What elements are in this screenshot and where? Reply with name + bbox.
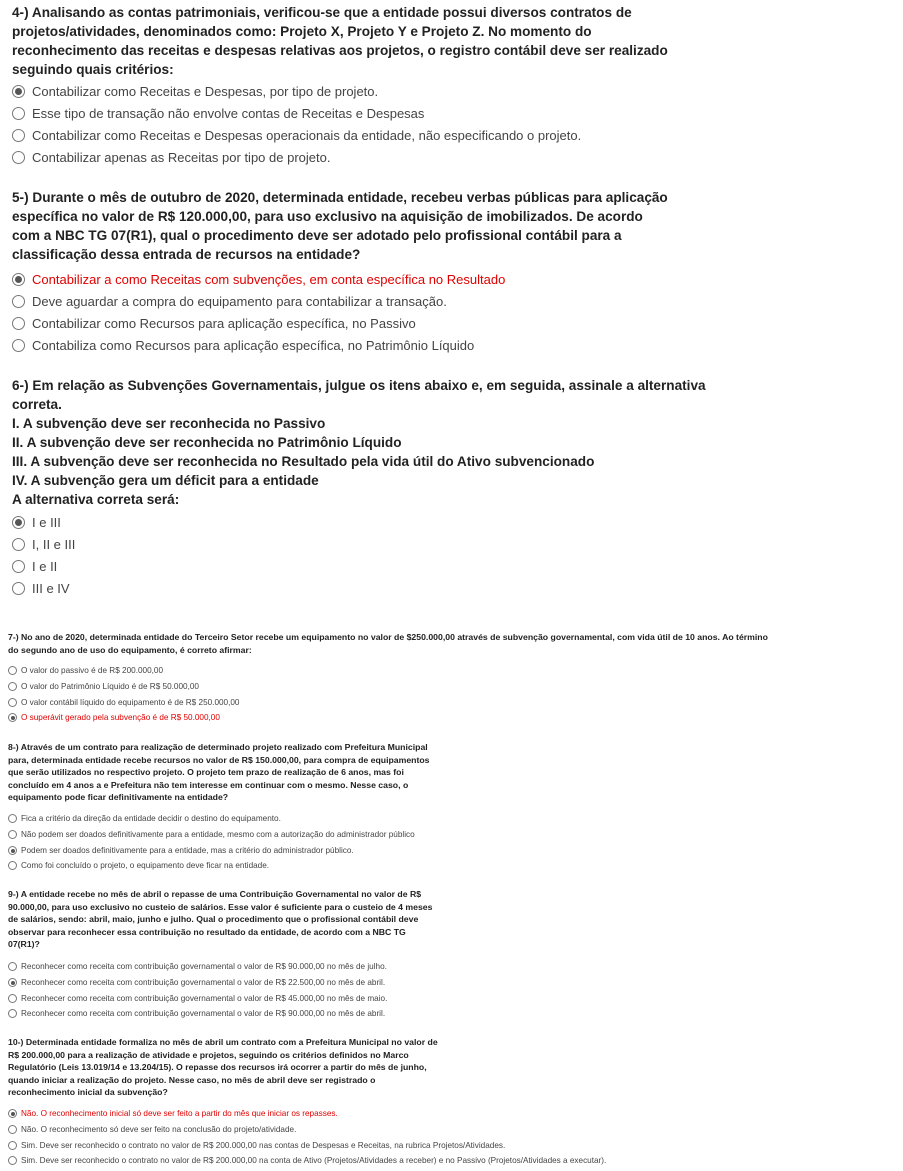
q8-option-a[interactable]: Fica a critério da direção da entidade decidir o destino do equipamento.	[8, 814, 281, 823]
q9-option-a[interactable]: Reconhecer como receita com contribuição governamental o valor de R$ 90.000,00 no mês de julho.	[8, 962, 387, 971]
radio-icon[interactable]	[12, 129, 25, 142]
radio-icon[interactable]	[8, 994, 17, 1003]
question-4-stem: 4-) Analisando as contas patrimoniais, verificou-se que a entidade possui diversos contratos de projetos/atividades, denominados como: Projeto X, Projeto Y e Projeto Z. No momento do reconhecimento das receitas e despesas relativas aos projetos, o registro contábil deve ser realizado seguindo quais critérios:	[12, 5, 668, 77]
q7-option-a[interactable]: O valor do passivo é de R$ 200.000,00	[8, 666, 163, 675]
radio-icon[interactable]	[8, 666, 17, 675]
q5-option-d[interactable]: Contabiliza como Recursos para aplicação específica, no Patrimônio Líquido	[12, 338, 474, 353]
q10-option-b[interactable]: Não. O reconhecimento só deve ser feito na conclusão do projeto/atividade.	[8, 1125, 296, 1134]
q7-option-d[interactable]: O superávit gerado pela subvenção é de R$ 50.000,00	[8, 713, 220, 722]
question-8	[8, 741, 898, 804]
question-10-stem: 10-) Determinada entidade formaliza no mês de abril um contrato com a Prefeitura Municipal no valor de R$ 200.000,00 para a realização de atividade e projetos, seguindo os critérios definidos no Marco Regulatório (Leis 13.019/14 e 13.204/15). O repasse dos recursos irá ocorrer a partir do mês de junho, quando iniciar a realização do projeto. Nesse caso, no mês de abril deve ser registrado o reconhecimento inicial da subvenção?	[8, 1037, 438, 1098]
q6-option-d[interactable]: III e IV	[12, 581, 70, 596]
q4-option-d[interactable]: Contabilizar apenas as Receitas por tipo de projeto.	[12, 150, 330, 165]
radio-icon[interactable]	[8, 861, 17, 870]
q8-option-d[interactable]: Como foi concluído o projeto, o equipamento deve ficar na entidade.	[8, 861, 269, 870]
radio-icon[interactable]	[8, 698, 17, 707]
radio-icon[interactable]	[8, 713, 17, 722]
q6-option-a[interactable]: I e III	[12, 515, 61, 530]
question-7	[8, 631, 898, 656]
radio-icon[interactable]	[12, 538, 25, 551]
q4-option-a[interactable]: Contabilizar como Receitas e Despesas, por tipo de projeto.	[12, 84, 378, 99]
q9-option-c[interactable]: Reconhecer como receita com contribuição governamental o valor de R$ 45.000,00 no mês de maio.	[8, 994, 387, 1003]
question-4	[12, 3, 892, 79]
q5-option-b[interactable]: Deve aguardar a compra do equipamento para contabilizar a transação.	[12, 294, 447, 309]
radio-icon[interactable]	[8, 830, 17, 839]
question-6-stem: 6-) Em relação as Subvenções Governamentais, julgue os itens abaixo e, em seguida, assinale a alternativa correta. I. A subvenção deve ser reconhecida no Passivo II. A subvenção deve ser reconhecida no Patrimônio Líquido III. A subvenção deve ser reconhecida no Resultado pela vida útil do Ativo subvencionado IV. A subvenção gera um déficit para a entidade A alternativa correta será:	[12, 378, 706, 507]
radio-icon[interactable]	[8, 682, 17, 691]
radio-icon[interactable]	[12, 339, 25, 352]
q9-option-d[interactable]: Reconhecer como receita com contribuição governamental o valor de R$ 90.000,00 no mês de abril.	[8, 1009, 385, 1018]
radio-icon[interactable]	[12, 295, 25, 308]
radio-icon[interactable]	[8, 1141, 17, 1150]
radio-icon[interactable]	[12, 151, 25, 164]
radio-icon[interactable]	[12, 273, 25, 286]
q8-option-c[interactable]: Podem ser doados definitivamente para a entidade, mas a critério do administrador público.	[8, 846, 354, 855]
question-10	[8, 1036, 898, 1099]
question-6	[12, 376, 892, 509]
radio-icon[interactable]	[12, 107, 25, 120]
radio-icon[interactable]	[12, 582, 25, 595]
q10-option-a[interactable]: Não. O reconhecimento inicial só deve ser feito a partir do mês que iniciar os repasses.	[8, 1109, 338, 1118]
radio-icon[interactable]	[8, 962, 17, 971]
radio-icon[interactable]	[8, 1125, 17, 1134]
q8-option-b[interactable]: Não podem ser doados definitivamente para a entidade, mesmo com a autorização do administrador público	[8, 830, 415, 839]
q5-option-a[interactable]: Contabilizar a como Receitas com subvenções, em conta específica no Resultado	[12, 272, 505, 287]
question-5-stem: 5-) Durante o mês de outubro de 2020, determinada entidade, recebeu verbas públicas para aplicação específica no valor de R$ 120.000,00, para uso exclusivo na aquisição de imobilizados. De acordo com a NBC TG 07(R1), qual o procedimento deve ser adotado pelo profissional contábil para a classificação dessa entrada de recursos na entidade?	[12, 190, 668, 262]
q6-option-c[interactable]: I e II	[12, 559, 57, 574]
q10-option-d[interactable]: Sim. Deve ser reconhecido o contrato no valor de R$ 200.000,00 na conta de Ativo (Projetos/Atividades a receber) e no Passivo (Projetos/Atividades a executar).	[8, 1156, 606, 1165]
q4-option-c[interactable]: Contabilizar como Receitas e Despesas operacionais da entidade, não especificando o projeto.	[12, 128, 581, 143]
question-8-stem: 8-) Através de um contrato para realização de determinado projeto realizado com Prefeitura Municipal para, determinada entidade recebe recursos no valor de R$ 150.000,00, para compra de equipamentos que serão utilizados no respectivo projeto. O projeto tem prazo de realização de 6 anos, mas foi concluído em 4 anos a e Prefeitura não tem interesse em continuar com o mesmo. Nesse caso, o equipamento pode ficar definitivamente na entidade?	[8, 742, 430, 803]
question-7-stem: 7-) No ano de 2020, determinada entidade do Terceiro Setor recebe um equipamento no valor de $250.000,00 através de subvenção governamental, com vida útil de 10 anos. Ao término do segundo ano de uso do equipamento, é correto afirmar:	[8, 632, 768, 655]
radio-icon[interactable]	[8, 1109, 17, 1118]
question-9-stem: 9-) A entidade recebe no mês de abril o repasse de uma Contribuição Governamental no valor de R$ 90.000,00, para uso exclusivo no custeio de salários. Esse valor é suficiente para o custeio de 4 meses de salários, sendo: abril, maio, junho e julho. Qual o procedimento que o profissional contábil deve observar para reconhecer essa contribuição no resultado da entidade, de acordo com a NBC TG 07(R1)?	[8, 889, 433, 950]
q7-option-b[interactable]: O valor do Patrimônio Líquido é de R$ 50.000,00	[8, 682, 199, 691]
q10-option-c[interactable]: Sim. Deve ser reconhecido o contrato no valor de R$ 200.000,00 nas contas de Despesas e Receitas, na rubrica Projetos/Atividades.	[8, 1141, 505, 1150]
q5-option-c[interactable]: Contabilizar como Recursos para aplicação específica, no Passivo	[12, 316, 416, 331]
question-5	[12, 188, 892, 264]
radio-icon[interactable]	[12, 516, 25, 529]
q4-option-b[interactable]: Esse tipo de transação não envolve contas de Receitas e Despesas	[12, 106, 424, 121]
radio-icon[interactable]	[8, 978, 17, 987]
radio-icon[interactable]	[8, 846, 17, 855]
radio-icon[interactable]	[8, 1156, 17, 1165]
radio-icon[interactable]	[12, 85, 25, 98]
radio-icon[interactable]	[12, 560, 25, 573]
radio-icon[interactable]	[8, 1009, 17, 1018]
radio-icon[interactable]	[8, 814, 17, 823]
q7-option-c[interactable]: O valor contábil líquido do equipamento é de R$ 250.000,00	[8, 698, 240, 707]
radio-icon[interactable]	[12, 317, 25, 330]
question-9	[8, 888, 898, 951]
q6-option-b[interactable]: I, II e III	[12, 537, 75, 552]
q9-option-b[interactable]: Reconhecer como receita com contribuição governamental o valor de R$ 22.500,00 no mês de abril.	[8, 978, 385, 987]
